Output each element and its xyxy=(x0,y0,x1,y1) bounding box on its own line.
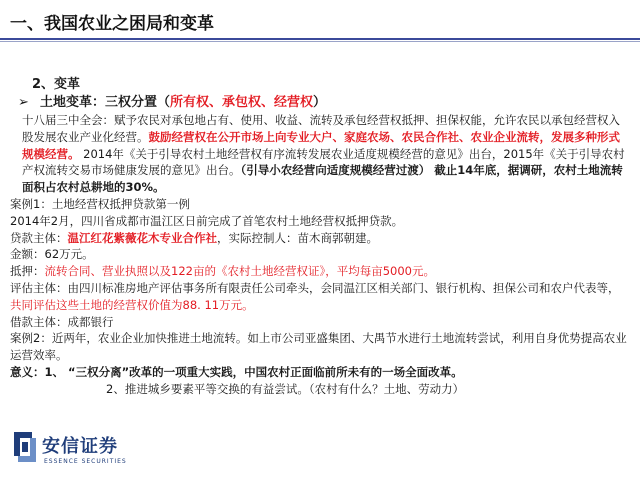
borrower-label: 贷款主体： xyxy=(10,230,68,245)
title-bar xyxy=(0,0,640,40)
slide-content xyxy=(10,76,630,398)
subheading-rights: 所有权、承包权、经营权 xyxy=(170,95,314,110)
case1-collateral xyxy=(10,263,630,280)
case1-date-line: 2014年2月，四川省成都市温江区日前完成了首笔农村土地经营权抵押贷款。 xyxy=(10,213,404,228)
meaning-line-2: 2、推进城乡要素平等交换的有益尝试。（农村有什么？土地、劳动力） xyxy=(106,381,465,396)
assessor-value: 共同评估这些土地的经营权价值为88. 11万元。 xyxy=(10,297,254,312)
reform-text-1: 十八届三中全会：赋予农民对承包地占有、使用、收益、流转及承包经营权抵押、担保权能，允许农民以承包经营权入股发展农业产业化经营。 xyxy=(22,113,620,144)
section-heading: 2、变革 xyxy=(32,77,81,92)
company-logo xyxy=(6,430,136,474)
assessor-text: 评估主体：由四川标准房地产评估事务所有限责任公司牵头，会同温江区相关部门、银行机构、担保公司和农户代表等， xyxy=(10,280,620,295)
case1-amount: 金额：62万元。 xyxy=(10,247,94,262)
reform-text-4: （引导小农经营向适度规模经营过渡） 截止14年底，据调研，农村土地流转面积占农村总耕地的30%。 xyxy=(22,163,623,195)
essence-securities-logo-icon xyxy=(10,430,40,464)
page-title: 一、我国农业之困局和变革 xyxy=(10,14,214,34)
reform-text-3: 2014年《关于引导农村土地经营权有序流转发展农业适度规模经营的意见》出台，2015年《关于引导农村产权流转交易市场健康发展的意见》出台。 xyxy=(22,146,625,178)
logo-name-en: ESSENCE SECURITIES xyxy=(44,458,127,465)
subheading-suffix: ） xyxy=(313,95,327,110)
collateral-text: 流转合同、营业执照以及122亩的《农村土地经营权证》，平均每亩5000元。 xyxy=(44,264,435,279)
reform-text-2: 鼓励经营权在公开市场上向专业大户、家庭农场、农民合作社、农业企业流转，发展多种形式规模经营。 xyxy=(22,129,620,161)
case1-borrower xyxy=(10,230,630,247)
arrow-bullet-icon: ➢ xyxy=(18,95,29,110)
case1-lender: 借款主体：成都银行 xyxy=(10,314,114,329)
borrower-name: 温江红花紫薇花木专业合作社 xyxy=(67,230,217,245)
logo-name-cn: 安信证券 xyxy=(42,436,118,457)
reform-paragraph xyxy=(10,112,630,196)
case1-title: 案例1：土地经营权抵押贷款第一例 xyxy=(10,196,190,211)
borrower-rest: ，实际控制人：苗木商郭朝建。 xyxy=(217,230,378,245)
title-divider xyxy=(0,38,640,40)
meaning-line-1: 意义：1、 “三权分离”改革的一项重大实践，中国农村正面临前所未有的一场全面改革。 xyxy=(10,364,463,379)
subheading-prefix: 土地变革：三权分置（ xyxy=(40,95,171,110)
case2-paragraph: 案例2：近两年，农业企业加快推进土地流转。如上市公司亚盛集团、大禺节水进行土地流转尝试，利用自身优势提高农业运营效率。 xyxy=(10,331,627,363)
case1-assessor xyxy=(10,280,630,314)
subheading xyxy=(18,94,630,112)
title-divider-thin xyxy=(0,41,640,42)
collateral-label: 抵押： xyxy=(10,264,45,279)
